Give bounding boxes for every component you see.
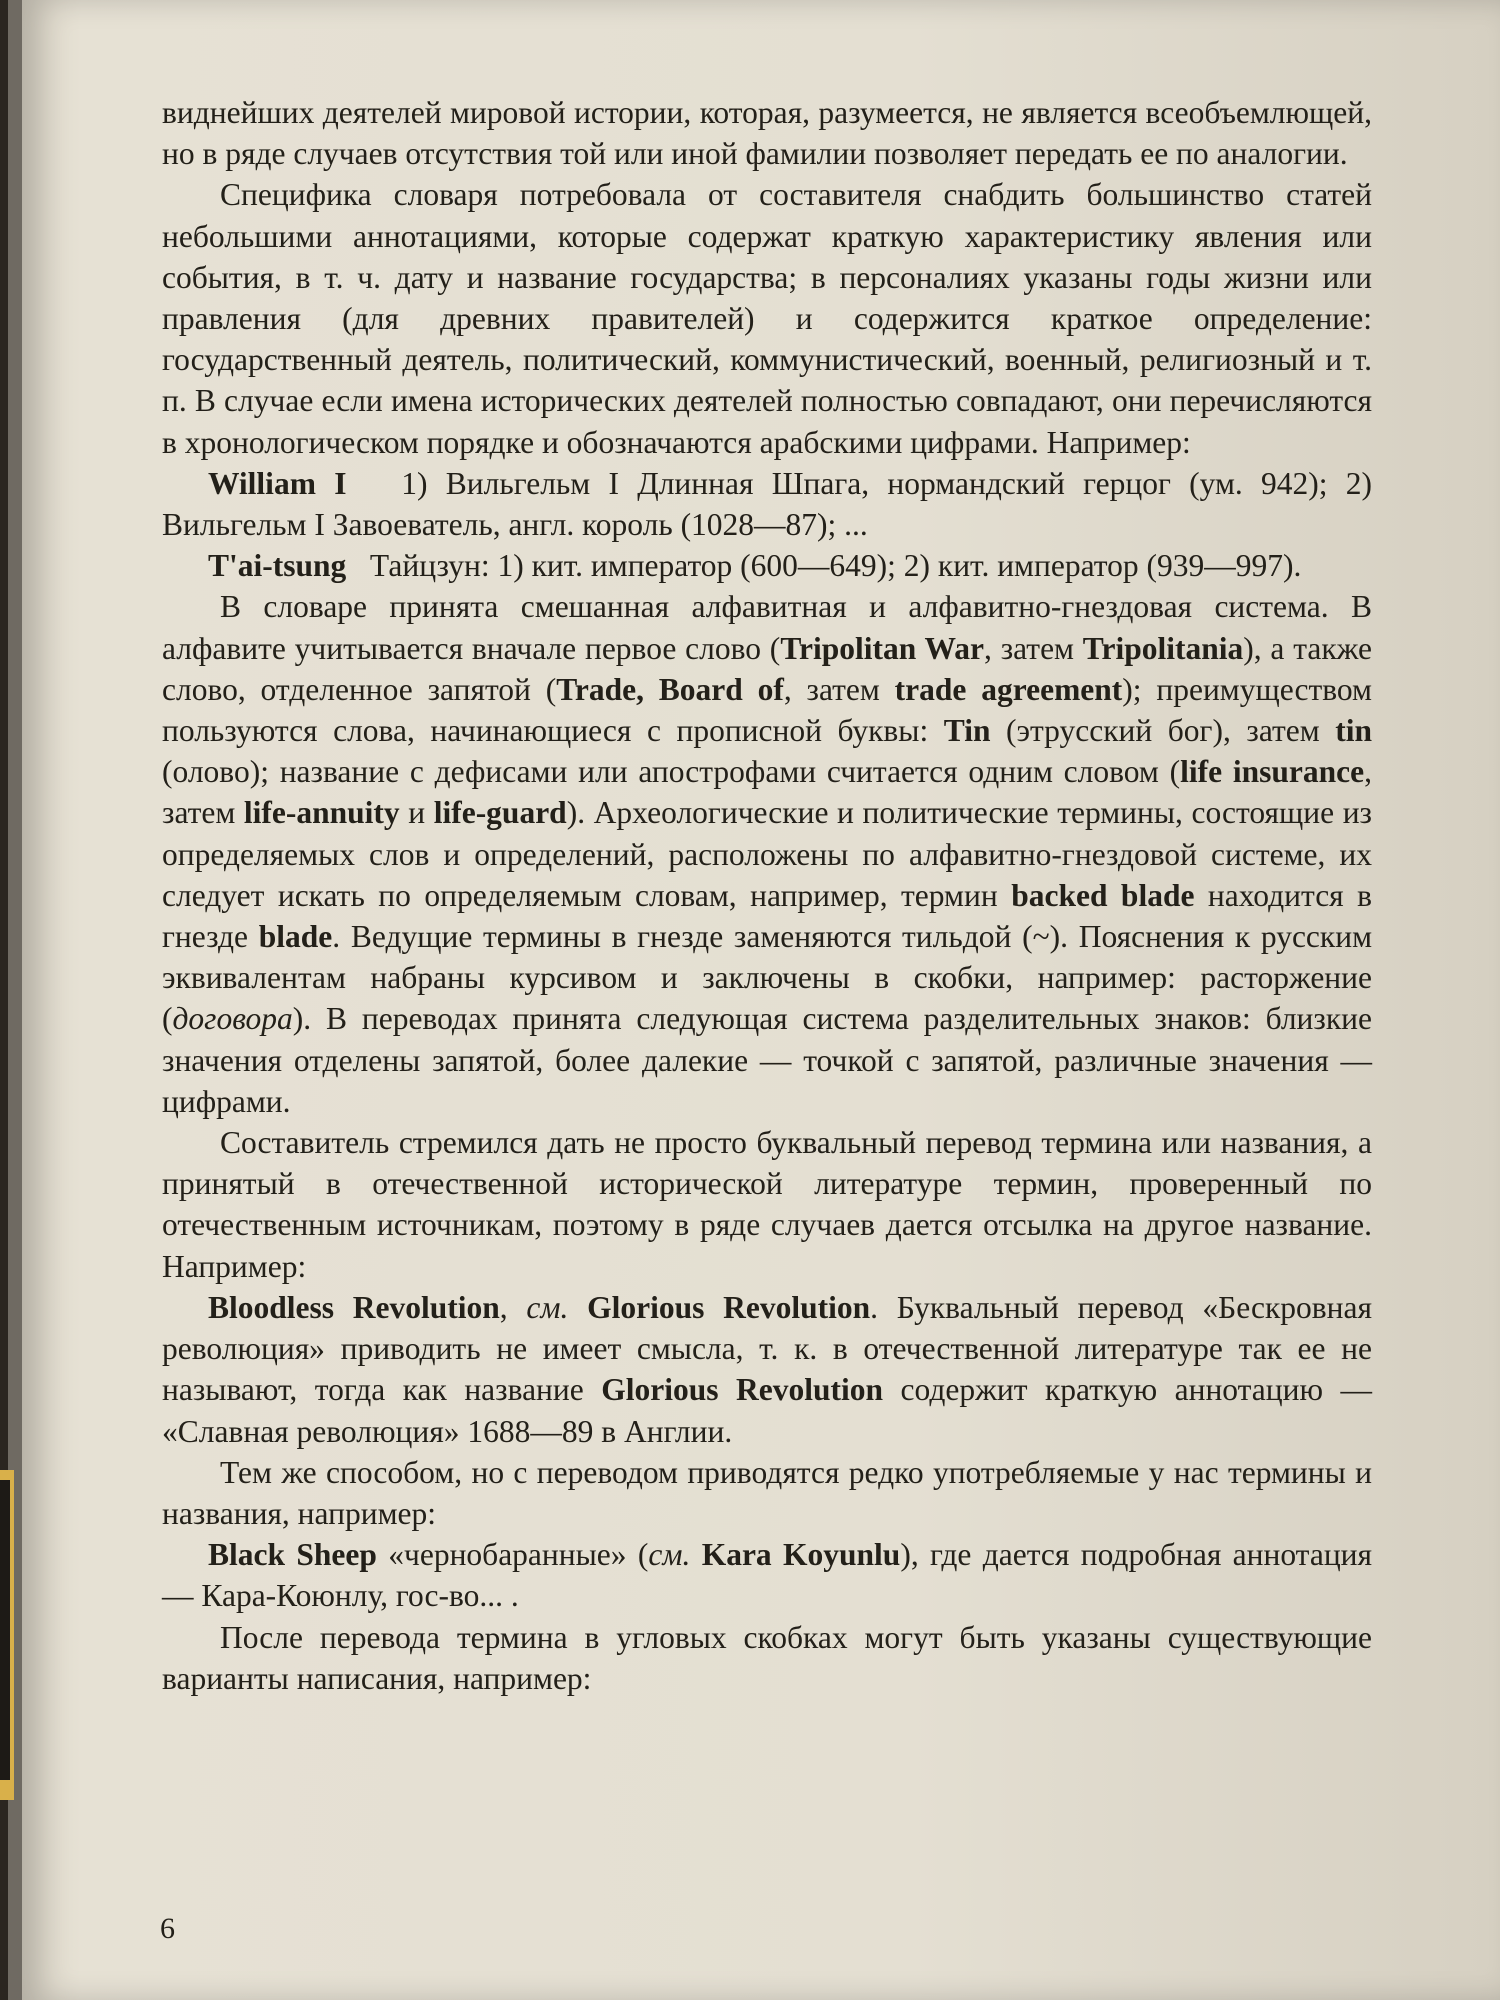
page-text (162, 92, 1372, 1699)
term: Glorious Revolution (587, 1289, 871, 1325)
dictionary-entry-example (162, 463, 1372, 545)
text-run: . Ведущие термины в гнезде заменяются тильдой (~). Пояснения к русским эквивалентам набраны курсивом и заключены в скобки, например: расторжение ( (162, 919, 1372, 1037)
term: Kara Koyunlu (701, 1537, 901, 1573)
text-run: ), а также слово, отделенное запятой ( (162, 630, 1372, 707)
neighbor-page-shadow (0, 1480, 10, 1780)
text-run (568, 1290, 587, 1325)
term: backed blade (1011, 877, 1195, 913)
text-run: . Буквальный перевод «Бескровная революция» приводить не имеет смысла, т. к. в отечественной литературе так ее не называют, тогда как название (162, 1289, 1373, 1408)
term: Tripolitania (1082, 630, 1244, 666)
paragraph: Тем же способом, но с переводом приводятся редко употребляемые у нас термины и названия, например: (162, 1454, 1372, 1531)
text-run: , (499, 1289, 527, 1325)
text-run: содержит краткую аннотацию — «Славная революция» 1688—89 в Англии. (162, 1372, 1373, 1449)
term: life-guard (433, 795, 567, 831)
term: Tin (943, 713, 991, 749)
entry-text: 1) Вильгельм I Длинная Шпага, нормандский герцог (ум. 942); 2) Вильгельм I Завоеватель, англ. король (1028—87); ... (162, 465, 1373, 543)
text-run: ), где дается подробная аннотация — Кара-Коюнлу, гос-во... . (162, 1537, 1373, 1614)
dictionary-entry-example (162, 1534, 1372, 1616)
text-run: и (399, 795, 434, 831)
dictionary-entry-example (162, 1287, 1372, 1452)
paragraph: Специфика словаря потребовала от составителя снабдить большинство статей небольшими аннотациями, которые содержат краткую характеристику явления или события, в т. ч. дату и название государства; в персоналиях указаны годы жизни или правления (для древних правителей) и содержится краткое определение: государственный деятель, политический, коммунистический, военный, религиозный и т. п. В случае если имена исторических деятелей полностью совпадают, они перечисляются в хронологическом порядке и обозначаются арабскими цифрами. Например: (162, 177, 1372, 460)
text-run: , затем (984, 630, 1083, 666)
term: Glorious Revolution (601, 1372, 884, 1408)
term: life insurance (1180, 754, 1365, 790)
text-run: (олово); название с дефисами или апострофами считается одним словом ( (162, 754, 1181, 790)
dictionary-entry-example (162, 545, 1372, 586)
text-run: ). В переводах принята следующая система разделительных знаков: близкие значения отделены запятой, более далекие — точкой с запятой, различные значения — цифрами. (162, 1001, 1372, 1119)
term: Tripolitan War (780, 630, 984, 666)
term: Trade, Board of (556, 671, 784, 707)
italic-note: договора (172, 1001, 293, 1037)
term: blade (258, 919, 333, 955)
paragraph (162, 586, 1372, 1122)
paragraph: виднейших деятелей мировой истории, которая, разумеется, не является всеобъемлющей, но в ряде случаев отсутствия той или иной фамилии позволяет передать ее по аналогии. (162, 95, 1372, 172)
term: trade agreement (894, 671, 1123, 707)
paragraph: Составитель стремился дать не просто буквальный перевод термина или названия, а принятый в отечественной исторической литературе термин, проверенный по отечественным источникам, поэтому в ряде случаев дается отсылка на другое название. Например: (162, 1125, 1372, 1284)
entry-term: William I (208, 465, 347, 501)
see-reference: см. (526, 1289, 569, 1325)
text-run: (этрусский бог), затем (990, 713, 1336, 749)
text-run: «чернобаранные» ( (376, 1537, 649, 1573)
text-run: , затем (783, 671, 895, 707)
text-run: В словаре принята смешанная алфавитная и алфавитно-гнездовая система. В алфавите учитывается вначале первое слово ( (162, 589, 1372, 666)
see-reference: см. (648, 1537, 691, 1573)
text-run: находится в гнезде (162, 877, 1372, 955)
paragraph: После перевода термина в угловых скобках могут быть указаны существующие варианты написания, например: (162, 1619, 1372, 1696)
entry-term: Black Sheep (208, 1537, 377, 1573)
term: life-annuity (243, 795, 400, 831)
text-run: ). Археологические и политические термины, состоящие из определяемых слов и определений, расположены по алфавитно-гнездовой системе, их следует искать по определяемым словам, например, термин (162, 795, 1372, 913)
entry-term: Bloodless Revolution (208, 1289, 500, 1325)
text-run: , затем (162, 754, 1372, 831)
text-run: ); преимуществом пользуются слова, начинающиеся с прописной буквы: (162, 671, 1372, 749)
entry-term: T'ai-tsung (208, 548, 347, 584)
entry-text: Тайцзун: 1) кит. император (600—649); 2) кит. император (939—997). (369, 548, 1302, 584)
term: tin (1335, 713, 1372, 749)
text-run (690, 1537, 701, 1572)
page-number: 6 (160, 1912, 175, 1945)
